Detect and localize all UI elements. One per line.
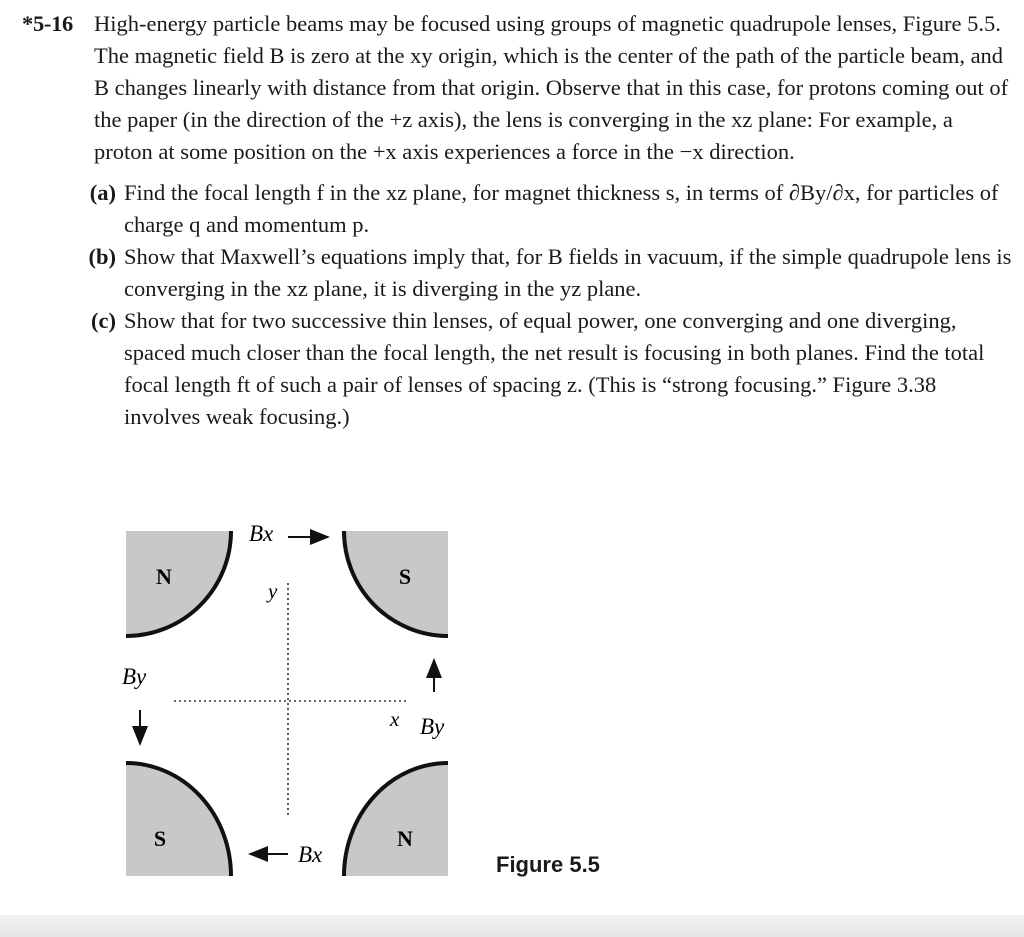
problem-block xyxy=(22,8,1017,433)
problem-parts xyxy=(22,177,1017,433)
quadrupole-figure xyxy=(116,508,456,880)
part-label: (a) xyxy=(89,180,116,205)
bx-bottom-label: Bx xyxy=(298,842,323,867)
problem-statement xyxy=(22,8,1017,168)
part-b xyxy=(22,241,1017,305)
by-right-label: By xyxy=(420,714,445,739)
part-text: Show that Maxwell’s equations imply that, for B fields in vacuum, if the simple quadrupole lens is converging in the xz plane, it is diverging in the yz plane. xyxy=(124,244,1012,301)
part-c xyxy=(22,305,1017,433)
x-axis-label: x xyxy=(390,707,400,731)
part-a xyxy=(22,177,1017,241)
quadrupole-diagram xyxy=(116,508,456,880)
pole-label-top-right: S xyxy=(398,564,412,589)
pole-label-bottom-right: N xyxy=(397,826,413,851)
problem-text: High-energy particle beams may be focused using groups of magnetic quadrupole lenses, Figure 5.5. The magnetic field B is zero at the xy origin, which is the center of the path of the particle beam, and B changes linearly with distance from that origin. Observe that in this case, for protons coming out of the paper (in the direction of the +z axis), the lens is converging in the xz plane: For example, a proton at some position on the +x axis experiences a force in the −x direction. xyxy=(94,11,1009,164)
bx-top-label: Bx xyxy=(249,521,274,546)
page-bottom-shade xyxy=(0,915,1024,937)
pole-label-bottom-left: S xyxy=(153,826,167,851)
part-text: Show that for two successive thin lenses, of equal power, one converging and one diverging, spaced much closer than the focal length, the net result is focusing in both planes. Find the total focal length ft of such a pair of lenses of spacing z. (This is “strong focusing.” Figure 3.38 involves weak focusing.) xyxy=(124,308,985,429)
part-text: Find the focal length f in the xz plane, for magnet thickness s, in terms of ∂By/∂x, for particles of charge q and momentum p. xyxy=(124,180,999,237)
pole-label-top-left: N xyxy=(156,564,172,589)
y-axis-label: y xyxy=(268,579,278,603)
problem-number: *5-16 xyxy=(22,11,73,36)
part-label: (c) xyxy=(91,308,116,333)
figure-caption: Figure 5.5 xyxy=(496,852,600,877)
part-label: (b) xyxy=(88,244,116,269)
by-left-label: By xyxy=(122,664,147,689)
